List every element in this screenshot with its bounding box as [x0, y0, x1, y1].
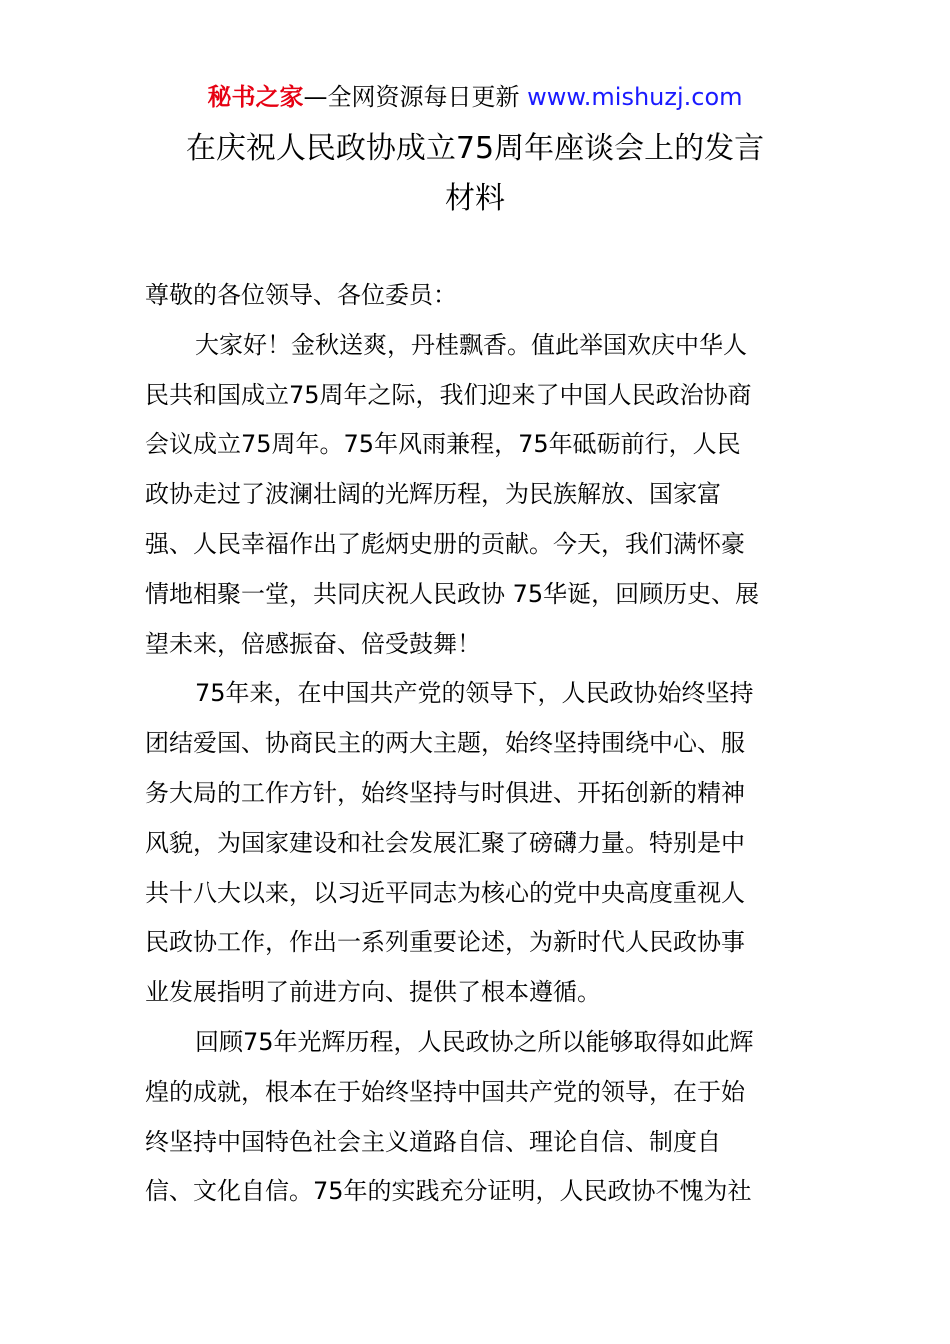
paragraph-line: 望未来，倍感振奋、倍受鼓舞！ [145, 629, 481, 658]
paragraph-line: 风貌，为国家建设和社会发展汇聚了磅礴力量。特别是中 [145, 828, 745, 857]
paragraph-line: 民政协工作，作出一系列重要论述，为新时代人民政协事 [145, 928, 745, 957]
paragraph-line: 大家好！金秋送爽，丹桂飘香。值此举国欢庆中华人 [195, 330, 747, 359]
paragraph-line: 终坚持中国特色社会主义道路自信、理论自信、制度自 [145, 1127, 721, 1156]
site-brand: 秘书之家 [207, 83, 304, 111]
paragraph-2 [145, 669, 810, 1018]
title-line-2: 材料 [445, 181, 505, 216]
title-line-1: 在庆祝人民政协成立75周年座谈会上的发言 [185, 131, 765, 166]
document-body [145, 271, 810, 1217]
paragraph-line: 情地相聚一堂，共同庆祝人民政协 75华诞，回顾历史、展 [145, 579, 760, 608]
paragraph-line: 团结爱国、协商民主的两大主题，始终坚持围绕中心、服 [145, 729, 745, 758]
paragraph-line: 回顾75年光辉历程，人民政协之所以能够取得如此辉 [195, 1027, 754, 1056]
paragraph-3 [145, 1018, 810, 1217]
paragraph-line: 煌的成就，根本在于始终坚持中国共产党的领导，在于始 [145, 1077, 745, 1106]
document-title [150, 124, 800, 224]
paragraph-line: 强、人民幸福作出了彪炳史册的贡献。今天，我们满怀豪 [145, 529, 745, 558]
paragraph-line: 共十八大以来，以习近平同志为核心的党中央高度重视人 [145, 878, 745, 907]
salutation: 尊敬的各位领导、各位委员： [145, 281, 457, 309]
paragraph-1 [145, 321, 810, 670]
site-header [0, 80, 950, 114]
site-url-link[interactable]: www.mishuzj.com [527, 83, 743, 111]
paragraph-line: 业发展指明了前进方向、提供了根本遵循。 [145, 978, 601, 1007]
paragraph-line: 务大局的工作方针，始终坚持与时俱进、开拓创新的精神 [145, 778, 745, 807]
paragraph-line: 会议成立75周年。75年风雨兼程，75年砥砺前行，人民 [145, 430, 741, 459]
paragraph-line: 政协走过了波澜壮阔的光辉历程，为民族解放、国家富 [145, 480, 721, 509]
paragraph-line: 民共和国成立75周年之际，我们迎来了中国人民政治协商 [145, 380, 752, 409]
paragraph-line: 信、文化自信。75年的实践充分证明，人民政协不愧为社 [145, 1177, 752, 1206]
site-tagline: —全网资源每日更新 [303, 83, 528, 111]
paragraph-line: 75年来，在中国共产党的领导下，人民政协始终坚持 [195, 679, 754, 708]
